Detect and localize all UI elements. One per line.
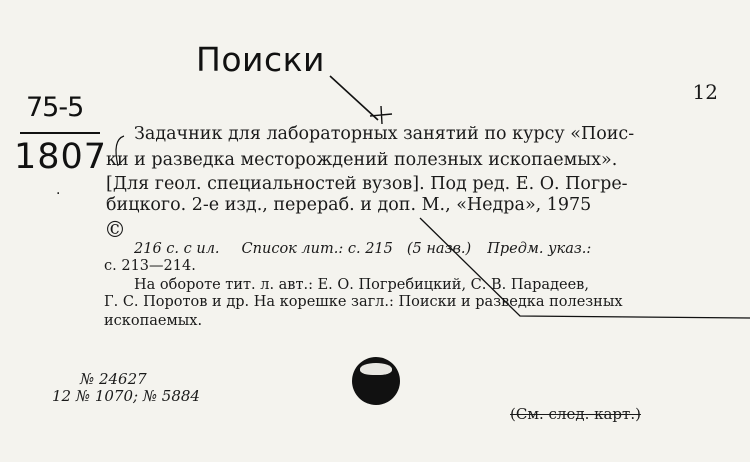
bibliography-count: (5 назв.): [406, 241, 472, 257]
catalog-number-2: 12 № 1070; № 5884: [52, 387, 200, 405]
bullet-mark: .: [56, 182, 61, 198]
entry-line-2: ки и разведка месторождений полезных ископаемых».: [106, 150, 618, 170]
handwritten-heading: Поиски: [196, 40, 325, 79]
next-card-reference: [510, 405, 641, 423]
note-line-1: На обороте тит. л. авт.: Е. О. Погребицкий, С. В. Парадеев,: [134, 277, 589, 293]
catalog-number-1: № 24627: [80, 370, 147, 388]
card-number: 12: [692, 80, 718, 104]
punch-hole: [352, 357, 400, 405]
copyright-sign: ©: [104, 218, 126, 243]
plus-mark: [370, 106, 392, 124]
pencil-stroke-1: [330, 76, 378, 120]
entry-line-3: [Для геол. специальностей вузов]. Под ред. Е. О. Погре-: [106, 174, 628, 194]
handwritten-code-bottom: 1807: [14, 137, 108, 177]
note-line-3: ископаемых.: [104, 313, 203, 329]
struck-reference-text: (См. след. карт.): [510, 405, 641, 423]
bibliography: Список лит.: с. 215: [241, 241, 393, 257]
subject-index: Предм. указ.:: [487, 241, 592, 257]
note-line-2: Г. С. Поротов и др. На корешке загл.: Поиски и разведка полезных: [104, 294, 623, 310]
pages: 216 с. с ил.: [134, 241, 220, 257]
entry-line-1: Задачник для лабораторных занятий по курсу «Поис-: [134, 124, 635, 144]
index-pages: с. 213—214.: [104, 258, 196, 274]
handwritten-code-top: 75-5: [26, 92, 84, 123]
physical-description: [134, 242, 591, 257]
entry-line-4: бицкого. 2-е изд., перераб. и доп. М., «Недра», 1975: [106, 195, 592, 215]
handwritten-divider: [20, 132, 100, 134]
